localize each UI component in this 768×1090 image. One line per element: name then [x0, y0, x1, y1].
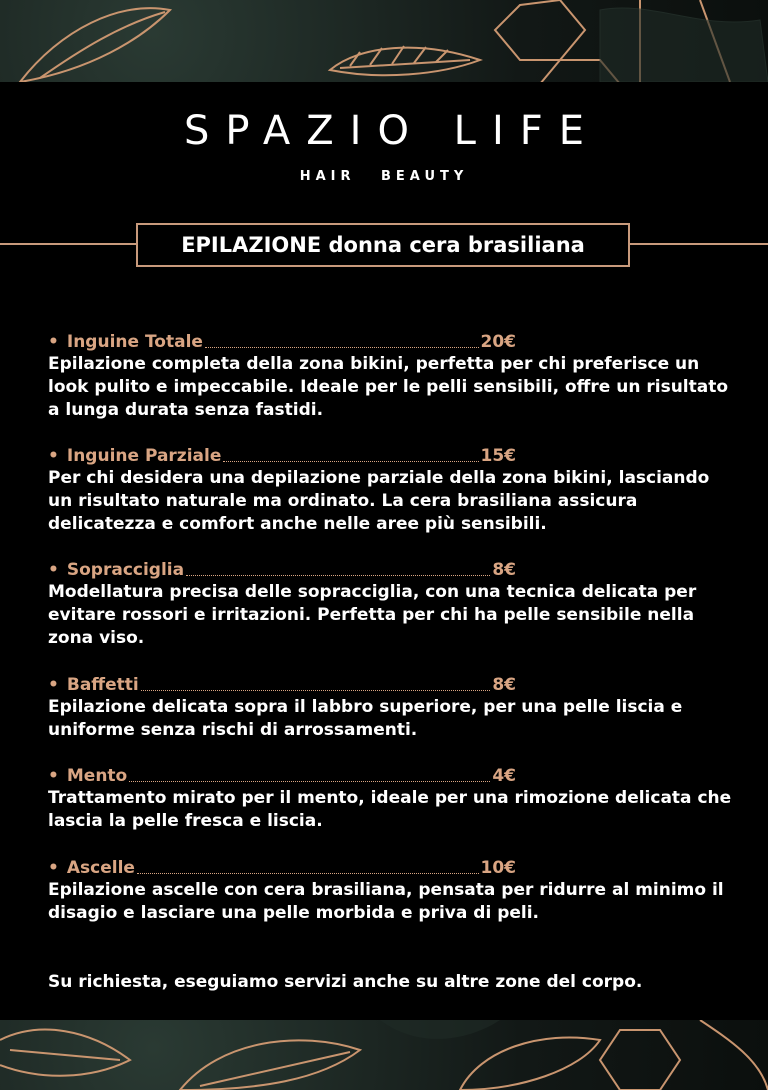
bullet-icon: •	[48, 560, 59, 580]
service-item	[48, 857, 738, 925]
dotted-leader	[137, 873, 479, 874]
service-name: Inguine Totale	[66, 332, 203, 352]
service-header	[48, 445, 516, 467]
service-name: Baffetti	[66, 675, 139, 695]
service-item	[48, 559, 738, 650]
bullet-icon: •	[48, 858, 59, 878]
service-description: Epilazione completa della zona bikini, perfetta per chi preferisce un look pulito e impeccabile. Ideale per le pelli sensibili, offre un risultato a lunga durata senza fastidi.	[48, 354, 729, 420]
service-name: Mento	[66, 766, 128, 786]
service-price: 8€	[492, 560, 516, 580]
service-name: Sopracciglia	[66, 560, 185, 580]
dotted-leader	[129, 781, 490, 782]
service-header	[48, 765, 516, 787]
brand-name: SPAZIO LIFE	[183, 108, 601, 154]
service-price: 20€	[480, 332, 516, 352]
dotted-leader	[186, 575, 490, 576]
title-divider-right	[630, 243, 768, 245]
bullet-icon: •	[48, 446, 59, 466]
title-divider-left	[0, 243, 136, 245]
service-item	[48, 445, 738, 536]
service-description: Modellatura precisa delle sopracciglia, con una tecnica delicata per evitare rossori e irritazioni. Perfetta per chi ha pelle sensibile nella zona viso.	[48, 582, 697, 648]
service-header	[48, 857, 516, 879]
service-item	[48, 331, 738, 422]
dotted-leader	[141, 690, 491, 691]
leaf-pattern-icon	[0, 1020, 768, 1090]
decorative-top-banner	[0, 0, 768, 82]
service-description: Per chi desidera una depilazione parziale della zona bikini, lasciando un risultato naturale ma ordinato. La cera brasiliana assicura delicatezza e comfort anche nelle aree più sensibili.	[48, 468, 710, 534]
service-name: Inguine Parziale	[66, 446, 222, 466]
service-item	[48, 765, 738, 833]
leaf-pattern-icon	[0, 0, 768, 82]
service-description: Epilazione ascelle con cera brasiliana, pensata per ridurre al minimo il disagio e lasciare una pelle morbida e priva di peli.	[48, 880, 724, 923]
decorative-bottom-banner	[0, 1020, 768, 1090]
dotted-leader	[205, 347, 479, 348]
service-header	[48, 559, 516, 581]
service-price: 15€	[480, 446, 516, 466]
service-price: 8€	[492, 675, 516, 695]
footer-note: Su richiesta, eseguiamo servizi anche su altre zone del corpo.	[48, 972, 643, 992]
service-item	[48, 674, 738, 742]
service-header	[48, 674, 516, 696]
bullet-icon: •	[48, 332, 59, 352]
service-description: Trattamento mirato per il mento, ideale per una rimozione delicata che lascia la pelle fresca e liscia.	[48, 788, 732, 831]
service-price: 10€	[480, 858, 516, 878]
section-title: EPILAZIONE donna cera brasiliana	[136, 223, 630, 267]
brand-tagline: HAIR BEAUTY	[299, 169, 469, 184]
bullet-icon: •	[48, 766, 59, 786]
service-description: Epilazione delicata sopra il labbro superiore, per una pelle liscia e uniforme senza rischi di arrossamenti.	[48, 697, 683, 740]
service-price: 4€	[492, 766, 516, 786]
service-name: Ascelle	[66, 858, 135, 878]
bullet-icon: •	[48, 675, 59, 695]
service-header	[48, 331, 516, 353]
dotted-leader	[223, 461, 478, 462]
